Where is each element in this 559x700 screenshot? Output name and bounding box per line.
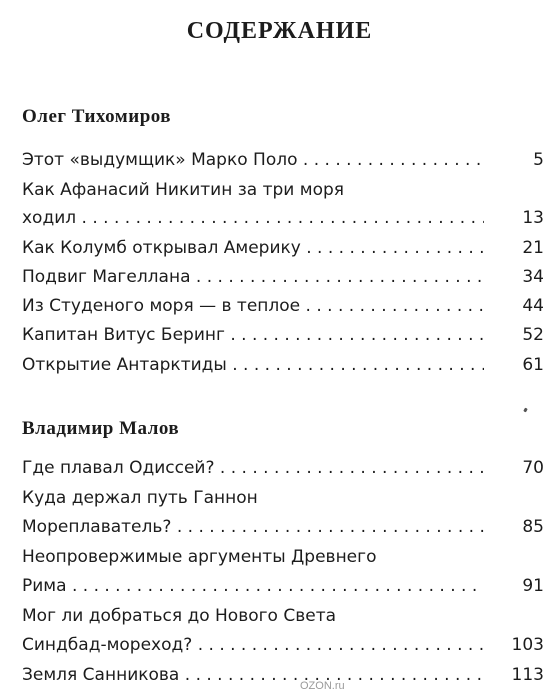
entry-title: Где плавал Одиссей? . . . xyxy=(22,458,484,478)
entry-page-number: 91 xyxy=(516,571,544,601)
entry-page-number: 113 xyxy=(506,660,544,690)
toc-entry[interactable] xyxy=(22,350,544,380)
toc-entry[interactable] xyxy=(22,512,544,542)
entry-page-number: 5 xyxy=(527,145,544,175)
entry-title: Этот «выдумщик» Марко Поло . . . xyxy=(22,150,484,170)
entry-title-line1: Куда держал путь Ганнон xyxy=(22,488,258,508)
toc-entry[interactable] xyxy=(22,630,544,660)
entry-page-number: 61 xyxy=(516,350,544,380)
entry-title: Как Колумб открывал Америку . . . xyxy=(22,238,484,258)
watermark-logo: OZON.ru xyxy=(300,680,345,692)
toc-entry-line[interactable] xyxy=(22,483,544,513)
entry-page-number: 13 xyxy=(516,203,544,233)
entry-title: Рима . . . xyxy=(22,576,484,596)
toc-entry[interactable] xyxy=(22,145,544,175)
page-title: СОДЕРЖАНИЕ xyxy=(186,18,373,44)
entry-title: Открытие Антарктиды . . . xyxy=(22,355,484,375)
toc-entry-line[interactable] xyxy=(22,542,544,572)
entry-page-number: 21 xyxy=(516,233,544,263)
entry-title: Капитан Витус Беринг . . . xyxy=(22,325,484,345)
entry-title-line1: Неопровержимые аргументы Древнего xyxy=(22,547,377,567)
entry-title-line1: Как Афанасий Никитин за три моря xyxy=(22,180,344,200)
author-heading: Олег Тихомиров xyxy=(22,106,172,127)
toc-entry[interactable] xyxy=(22,291,544,321)
toc-entry[interactable] xyxy=(22,203,544,233)
toc-entry-line[interactable] xyxy=(22,175,544,205)
toc-entry[interactable] xyxy=(22,320,544,350)
toc-entry[interactable] xyxy=(22,453,544,483)
entry-title: Синдбад-мореход? . . . xyxy=(22,635,484,655)
entry-title: Мореплаватель? . . . xyxy=(22,517,484,537)
entry-page-number: 70 xyxy=(516,453,544,483)
entry-page-number: 34 xyxy=(516,262,544,292)
entry-page-number: 85 xyxy=(516,512,544,542)
entry-title-line1: Мог ли добраться до Нового Света xyxy=(22,606,337,626)
entry-title: ходил . . . xyxy=(22,208,484,228)
entry-page-number: 44 xyxy=(516,291,544,321)
toc-entry[interactable] xyxy=(22,660,544,690)
entry-page-number: 52 xyxy=(516,320,544,350)
entry-page-number: 103 xyxy=(506,630,544,660)
toc-entry[interactable] xyxy=(22,262,544,292)
author-heading: Владимир Малов xyxy=(22,418,180,439)
paper-speck xyxy=(523,408,528,413)
toc-entry[interactable] xyxy=(22,571,544,601)
toc-entry[interactable] xyxy=(22,233,544,263)
entry-title: Земля Санникова . . . xyxy=(22,665,484,685)
toc-entry-line[interactable] xyxy=(22,601,544,631)
entry-title: Подвиг Магеллана . . . xyxy=(22,267,484,287)
entry-title: Из Студеного моря — в теплое . . . xyxy=(22,296,484,316)
